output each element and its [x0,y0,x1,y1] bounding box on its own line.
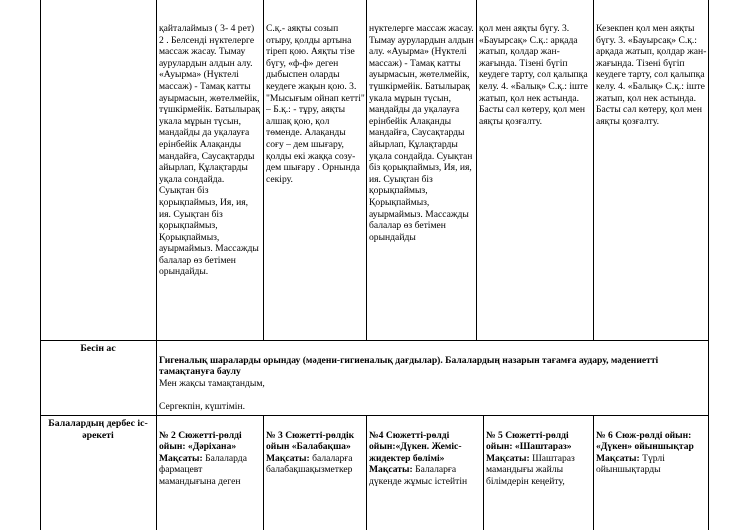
morning-exercise-cell-4: қол мен аяқты бүгу. 3. «Бауырсақ» С.қ.: арқада жатып, қолдар жан-жағында. Тізені бүгіп кеудеге тарту, сол қалыпқа келу. 4. «Балық» С.қ.: іште жатып, қол нек астында. Басты сәл көтеру, қол мен аяқты қозғалту. [479,23,588,127]
morning-exercise-cell-5: Кезекпен қол мен аяқты бүгу. 3. «Бауырсақ» С.қ.: арқада жатып, қолдар жан-жағында. Тізені бүгіп кеудеге тарту, сол қалыпқа келу. 4. «Балық» С.қ.: іште жатып, қол нек астында. Басты сәл көтеру, қол мен аяқты қозғалту. [596,23,707,127]
role-play-item-4 [486,418,592,530]
goal-text: Балаларға дүкенде жұмыс істейтін [369,464,468,487]
table-left-border [40,0,41,530]
role-play-goal-4 [486,453,592,488]
goal-text: Балаларда фармацевт мамандығына деген [159,452,247,487]
role-play-item-1 [159,418,261,530]
goal-text: Түрлі ойыншықтарды [596,452,665,476]
column-divider-bottom-1 [263,415,264,530]
column-divider-bottom-3 [483,415,484,530]
role-play-title-3: №4 Сюжетті-рөлді ойын:«Дүкен. Жеміс-жидектер бөлімі» [369,429,462,464]
goal-text: Шаштараз мамандығы жайлы білімдерін кеңейту, [486,452,575,487]
lunch-heading: Гигеналық шараларды орындау (мәдени-гигиеналық дағдылар). Балалардың назарын тағамға аудару, мәдениетті тамақтануға баулу [159,354,659,378]
goal-label: Мақсаты: [596,452,640,464]
role-play-title-5: № 6 Сюж-рөлді ойын: «Дүкен» ойыншықтар [596,429,694,453]
role-play-goal-3 [369,464,482,487]
lunch-row-label: Бесін ас [80,343,116,354]
goal-text: балаларға балабақшақызметкер [266,452,353,476]
role-play-item-5 [596,418,707,530]
column-divider-bottom-4 [593,415,594,530]
goal-label: Мақсаты: [266,452,310,464]
role-play-goal-5 [596,453,707,476]
role-play-title-4: № 5 Сюжетті-рөлді ойын: «Шаштараз» [486,429,572,453]
role-play-title-2: № 3 Сюжетті-рөлдік ойын «Балабақша» [266,429,355,453]
goal-label: Мақсаты: [369,464,413,476]
morning-exercise-cell-2: С.қ.- аяқты созып отыру, қолды артына тіреп қою. Аяқты тізе бүгу, «ф-ф» деген дыбыспен оларды кеудеге жақын қою. 3. "Мысығым ойнап кетті" – Б.қ.: - тұру, аяқты алшақ қою, қол төменде. Алақанды соғу – дем шығару, қолды екі жаққа созу- дем шығару . Орнында секіру. [266,23,365,185]
lunch-line-1: Мен жақсы тамақтандым, [159,377,265,389]
column-divider-top-4 [593,0,594,340]
column-divider-top-1 [263,0,264,340]
lunch-line-2: Сергекпін, күштімін. [159,400,246,412]
role-play-goal-2 [266,453,365,476]
role-play-goal-1 [159,453,261,488]
morning-exercise-cell-1: қайталаймыз ( 3- 4 рет) 2 . Белсенді нүктелерге массаж жасау. Тымау аурулардын алдын алу. «Ауырма» (Нүктелі массаж) - Тамақ катты ауырмасын, жөтелмейік, түшкірмейік. Батылырақ укала мұрын түсын, мандайды да уқалауға ерінбейік Алақанды мандайға, Саусақтарды айырлап, Құлақтарды уқала сондайда. Суықтан біз қорықпаймыз, Ия, ия, ия. Суықтан біз қорықпаймыз, Қорықпаймыз, ауырмаймыз. Массажды балалар өз бетімен орындайды. [159,23,261,278]
label-column-divider [156,0,157,530]
row-divider-2 [40,415,709,416]
role-play-title-1: № 2 Сюжетті-рөлді ойын: «Дәріхана» [159,429,242,453]
column-divider-top-2 [366,0,367,340]
role-play-item-3 [369,418,482,530]
goal-label: Мақсаты: [159,452,203,464]
morning-exercise-cell-3: нүктелерге массаж жасау. Тымау аурулардын алдын алу. «Ауырма» (Нүктелі массаж) - Тамақ катты ауырмасын, жөтелмейік, түшкірмейік. Батылырақ укала мұрын түсын, мандайды да уқалауға ерінбейік Алақанды мандайға, Саусақтарды айырлап, Құлақтарды уқала сондайда. Суықтан біз қорықпаймыз, Ия, ия, ия. Суықтан біз қорықпаймыз, Қорықпаймыз, ауырмаймыз. Массажды балалар өз бетімен орындайды [369,23,474,243]
goal-label: Мақсаты: [486,452,530,464]
column-divider-top-3 [476,0,477,340]
table-right-border [708,0,709,530]
play-row-label: Балалардың дербес іс-әрекеті [48,418,148,441]
lunch-row-content [159,343,707,414]
row-divider-1 [40,340,709,341]
column-divider-bottom-2 [366,415,367,530]
role-play-item-2 [266,418,365,530]
